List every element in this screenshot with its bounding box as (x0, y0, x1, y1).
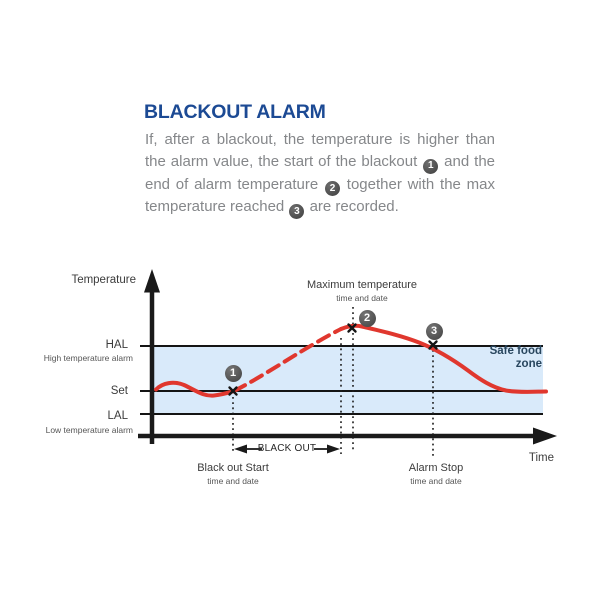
set-label: Set (110, 384, 128, 397)
x-axis-label: Time (528, 452, 554, 464)
max-temp-sublabel: time and date (336, 293, 388, 303)
inline-marker-3-icon: 3 (289, 204, 304, 219)
intro-text-1: If, after a blackout, the temperature is higher than the alarm value, the start of the blackout (145, 131, 495, 170)
hal-sublabel: High temperature alarm (43, 353, 133, 363)
max-temp-label: Maximum temperature (306, 279, 418, 291)
marker-2-max-temperature: 2 (359, 310, 376, 327)
safe-food-zone-line1: Safe food (489, 345, 542, 357)
intro-text-2: and the end of alarm temperature (145, 152, 496, 193)
inline-marker-1-icon: 1 (423, 159, 438, 174)
y-axis-label: Temperature (71, 274, 136, 286)
blackout-right-arrow-icon (327, 445, 340, 454)
blackout-start-sublabel: time and date (207, 476, 259, 486)
hal-label: HAL (105, 339, 128, 351)
intro-text-3: together with the max temperature reached (145, 175, 496, 216)
marker-3-alarm-stop: 3 (426, 323, 443, 340)
alarm-stop-label: Alarm Stop (408, 462, 464, 474)
x-axis-arrow-icon (533, 428, 557, 445)
page-title: BLACKOUT ALARM (144, 101, 326, 123)
inline-marker-2-icon: 2 (325, 181, 340, 196)
lal-sublabel: Low temperature alarm (45, 424, 133, 435)
blackout-start-label: Black out Start (197, 462, 269, 474)
safe-food-zone-label (420, 345, 542, 370)
marker-1-blackout-start: 1 (225, 365, 242, 382)
intro-text-4: are recorded. (305, 198, 399, 216)
safe-food-zone-line2: zone (515, 357, 542, 370)
lal-label: LAL (107, 410, 128, 422)
blackout-left-arrow-icon (234, 445, 247, 454)
y-axis-arrow-icon (144, 269, 160, 293)
blackout-label: BLACK OUT (257, 442, 317, 454)
x-axis (138, 428, 557, 445)
alarm-stop-sublabel: time and date (410, 476, 462, 486)
